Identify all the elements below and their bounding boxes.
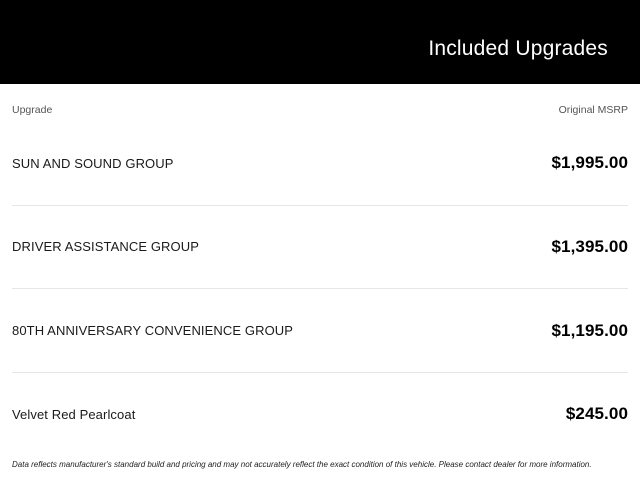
upgrade-price: $245.00 [565,404,628,424]
table-row [12,205,628,289]
column-header-msrp: Original MSRP [558,104,628,116]
upgrade-price: $1,395.00 [551,236,628,256]
table-column-headers [12,84,628,122]
table-row [12,288,628,372]
upgrades-list [12,122,628,456]
upgrade-name: 80TH ANNIVERSARY CONVENIENCE GROUP [12,323,294,339]
column-header-upgrade: Upgrade [12,104,53,116]
table-row [12,122,628,205]
upgrade-price: $1,195.00 [551,320,628,340]
upgrade-name: Velvet Red Pearlcoat [12,406,136,422]
upgrade-price: $1,995.00 [551,153,628,173]
page-header [0,0,640,84]
disclaimer-text: Data reflects manufacturer's standard build and pricing and may not accurately reflect the exact condition of this vehicle. Please contact dealer for more information. [12,459,592,469]
table-row [12,372,628,456]
upgrade-name: SUN AND SOUND GROUP [12,155,174,171]
upgrades-content [0,84,640,480]
upgrade-name: DRIVER ASSISTANCE GROUP [12,239,199,255]
page-title: Included Upgrades [428,37,608,60]
